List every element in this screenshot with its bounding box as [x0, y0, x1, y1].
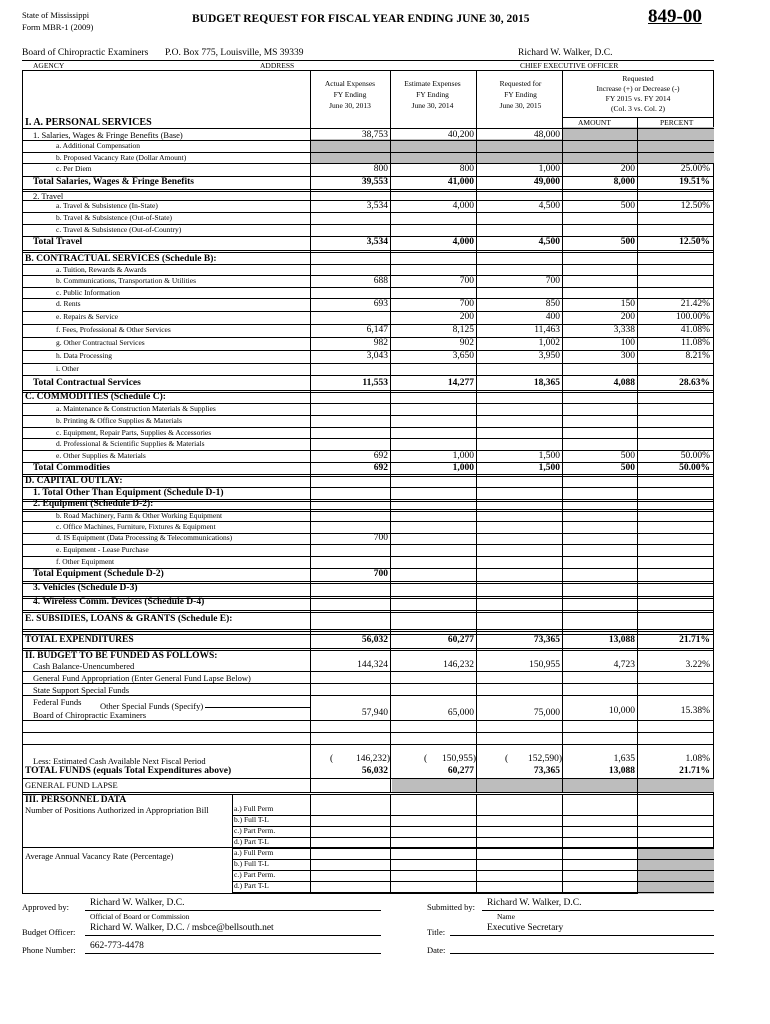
personnel-heading: III. PERSONNEL DATA [25, 795, 127, 805]
total-funds-col3: 73,365 [533, 766, 560, 776]
board-col3: 75,000 [533, 708, 560, 718]
row-label: a. Tuition, Rewards & Awards [56, 265, 147, 274]
less-col2: 150,955) [441, 754, 476, 764]
title-value: Executive Secretary [487, 923, 564, 933]
row-value-col3: 4,500 [538, 201, 560, 211]
total-exp-percent: 21.71% [679, 635, 710, 645]
vacancy-label: Average Annual Vacancy Rate (Percentage) [25, 851, 174, 861]
less-estimated-label: Less: Estimated Cash Available Next Fiscal Period [33, 756, 206, 766]
row-value-col2: 41,000 [447, 177, 474, 187]
other-special-label: Other Special Funds (Specify) [100, 701, 204, 711]
budget-officer-label: Budget Officer: [22, 927, 76, 937]
row-value-col1: 692 [373, 463, 388, 473]
row-value-col4: 150 [620, 299, 635, 309]
agency-label: AGENCY [33, 61, 65, 70]
total-funds-col1: 56,032 [361, 766, 388, 776]
row-value-col4: 500 [620, 201, 635, 211]
col2-header: Estimate Expenses FY Ending June 30, 2014 [404, 79, 461, 110]
personnel-subrow: c.) Part Perm. [234, 870, 276, 879]
address-label: ADDRESS [260, 61, 295, 70]
row-value-col2: 8,125 [452, 325, 474, 335]
row-value-col1: 3,043 [366, 351, 388, 361]
cash-col3: 150,955 [529, 660, 560, 670]
col3-header: Requested for FY Ending June 30, 2015 [499, 79, 542, 110]
board-amount: 10,000 [608, 706, 635, 716]
row-value-col5: 8.21% [685, 351, 710, 361]
row-value-col3: 1,500 [538, 463, 560, 473]
percent-header: PERCENT [660, 118, 694, 127]
row-value-col2: 14,277 [447, 378, 474, 388]
row-value-col1: 700 [373, 533, 388, 543]
row-value-col3: 49,000 [533, 177, 560, 187]
ceo-label: CHIEF EXECUTIVE OFFICER [520, 61, 619, 70]
personnel-subrow: a.) Full Perm [234, 848, 274, 857]
agency-name: Board of Chiropractic Examiners [22, 48, 149, 58]
row-value-col1: 38,753 [361, 130, 388, 140]
paren-open: ( [330, 754, 334, 764]
shaded-area [310, 139, 562, 163]
row-label: i. Other [56, 364, 79, 373]
state-name: State of Mississippi [22, 10, 90, 20]
name-sub: Name [497, 912, 515, 921]
row-value-col2: 1,000 [452, 451, 474, 461]
row-value-col5: 12.50% [680, 201, 710, 211]
row-label: 2. Travel [33, 191, 64, 201]
personnel-subrow: d.) Part T-L [234, 881, 269, 890]
phone-label: Phone Number: [22, 945, 76, 955]
total-funds-label: TOTAL FUNDS (equals Total Expenditures above) [25, 766, 232, 776]
row-label: Total Equipment (Schedule D-2) [33, 569, 164, 579]
row-label: c. Office Machines, Furniture, Fixtures & Equipment [56, 522, 216, 531]
col4-header: Requested Increase (+) or Decrease (-) FY 2015 vs. FY 2014 (Col. 3 vs. Col. 2) [596, 74, 680, 113]
row-value-col3: 4,500 [538, 237, 560, 247]
row-value-col5: 50.00% [680, 451, 710, 461]
row-value-col3: 48,000 [533, 130, 560, 140]
row-value-col4: 3,338 [613, 325, 635, 335]
row-value-col2: 700 [459, 299, 474, 309]
less-percent: 1.08% [685, 754, 710, 764]
row-label: g. Other Contractual Services [56, 338, 145, 347]
row-value-col3: 1,000 [538, 164, 560, 174]
personnel-subrow: b.) Full T-L [234, 859, 269, 868]
row-value-col3: 850 [545, 299, 560, 309]
paren-open: ( [424, 754, 428, 764]
row-label: E. SUBSIDIES, LOANS & GRANTS (Schedule E): [25, 614, 233, 624]
row-value-col5: 19.51% [679, 177, 710, 187]
budget-officer-value: Richard W. Walker, D.C. / msbce@bellsouth.net [90, 923, 274, 933]
row-label: d. IS Equipment (Data Processing & Telecommunications) [56, 533, 233, 542]
row-label: Total Commodities [33, 463, 110, 473]
row-label: Total Salaries, Wages & Fringe Benefits [33, 177, 194, 187]
less-amount: 1,635 [613, 754, 635, 764]
total-exp-amount: 13,088 [608, 635, 635, 645]
row-value-col2: 200 [459, 312, 474, 322]
row-value-col4: 500 [620, 463, 635, 473]
total-funds-col2: 60,277 [447, 766, 474, 776]
row-value-col5: 25.00% [680, 164, 710, 174]
row-label: c. Per Diem [56, 164, 92, 173]
personnel-subrow: a.) Full Perm [234, 804, 274, 813]
row-value-col2: 4,000 [452, 237, 474, 247]
row-label: h. Data Processing [56, 351, 113, 360]
board-fund-label: Board of Chiropractic Examiners [33, 710, 147, 720]
agency-address: P.O. Box 775, Louisville, MS 39339 [165, 48, 304, 58]
personnel-subrow: b.) Full T-L [234, 815, 269, 824]
board-col1: 57,940 [361, 708, 388, 718]
row-label: Total Travel [33, 237, 83, 247]
cash-amount: 4,723 [613, 660, 635, 670]
row-label: a. Additional Compensation [56, 141, 140, 150]
row-label: e. Equipment - Lease Purchase [56, 545, 149, 554]
row-value-col3: 400 [545, 312, 560, 322]
personnel-subrow: d.) Part T-L [234, 837, 269, 846]
row-value-col4: 200 [620, 164, 635, 174]
row-value-col4: 500 [620, 237, 635, 247]
row-value-col2: 1,000 [452, 463, 474, 473]
row-label: 1. Total Other Than Equipment (Schedule D-1) [33, 488, 224, 498]
row-value-col4: 300 [620, 351, 635, 361]
row-label: c. Public Information [56, 288, 120, 297]
row-label: c. Equipment, Repair Parts, Supplies & Accessories [56, 428, 212, 437]
row-value-col3: 1,500 [538, 451, 560, 461]
row-label: a. Travel & Subsistence (In-State) [56, 201, 158, 210]
total-exp-col2: 60,277 [447, 635, 474, 645]
submitted-by-name: Richard W. Walker, D.C. [487, 898, 582, 908]
col1-header: Actual Expenses FY Ending June 30, 2013 [324, 79, 376, 110]
approved-by-name: Richard W. Walker, D.C. [90, 898, 185, 908]
board-percent: 15.38% [680, 706, 710, 716]
approved-by-sub: Official of Board or Commission [90, 912, 190, 921]
row-value-col1: 11,553 [362, 378, 388, 388]
row-value-col3: 700 [545, 276, 560, 286]
cash-percent: 3.22% [685, 660, 710, 670]
row-value-col3: 1,002 [538, 338, 560, 348]
row-label: 2. Equipment (Schedule D-2): [33, 499, 154, 509]
general-fund-lapse-label: GENERAL FUND LAPSE [25, 780, 118, 790]
row-value-col3: 18,365 [533, 378, 560, 388]
row-label: b. Road Machinery, Farm & Other Working Equipment [56, 511, 223, 520]
row-value-col1: 3,534 [366, 237, 388, 247]
shaded-area [392, 779, 714, 792]
shaded-area [637, 848, 714, 894]
row-value-col5: 41.08% [680, 325, 710, 335]
total-funds-percent: 21.71% [679, 766, 710, 776]
row-label: b. Proposed Vacancy Rate (Dollar Amount) [56, 153, 187, 162]
row-value-col5: 21.42% [680, 299, 710, 309]
submitted-by-label: Submitted by: [427, 902, 475, 912]
row-value-col2: 3,650 [452, 351, 474, 361]
personnel-subrow: c.) Part Perm. [234, 826, 276, 835]
row-value-col5: 100.00% [675, 312, 710, 322]
row-value-col5: 12.50% [679, 237, 710, 247]
title-label: Title: [427, 927, 446, 937]
board-col2: 65,000 [447, 708, 474, 718]
cash-col2: 146,232 [443, 660, 474, 670]
row-value-col1: 700 [373, 569, 388, 579]
agency-code: 849-00 [648, 6, 702, 27]
row-value-col1: 3,534 [366, 201, 388, 211]
approved-by-label: Approved by: [22, 902, 69, 912]
row-value-col2: 800 [459, 164, 474, 174]
form-id: Form MBR-1 (2009) [22, 22, 94, 32]
row-label: b. Communications, Transportation & Utilities [56, 276, 197, 285]
cash-col1: 144,324 [357, 660, 388, 670]
row-label: D. CAPITAL OUTLAY: [25, 476, 123, 486]
shaded-area [562, 127, 714, 163]
row-value-col1: 39,553 [361, 177, 388, 187]
row-value-col4: 8,000 [613, 177, 635, 187]
funding-heading: II. BUDGET TO BE FUNDED AS FOLLOWS: [25, 651, 218, 661]
federal-funds-label: Federal Funds [33, 697, 82, 707]
phone-value: 662-773-4478 [90, 941, 144, 951]
row-label: b. Travel & Subsistence (Out-of-State) [56, 213, 173, 222]
row-value-col2: 4,000 [452, 201, 474, 211]
general-fund-label: General Fund Appropriation (Enter General Fund Lapse Below) [33, 673, 251, 683]
row-value-col2: 902 [459, 338, 474, 348]
state-support-label: State Support Special Funds [33, 685, 130, 695]
total-expenditures-label: TOTAL EXPENDITURES [25, 635, 134, 645]
positions-label: Number of Positions Authorized in Appropriation Bill [25, 805, 209, 815]
row-value-col2: 700 [459, 276, 474, 286]
row-label: I. A. PERSONAL SERVICES [25, 117, 152, 128]
row-value-col2: 40,200 [447, 130, 474, 140]
row-value-col5: 28.63% [679, 378, 710, 388]
row-label: c. Travel & Subsistence (Out-of-Country) [56, 225, 182, 234]
less-col1: 146,232) [355, 754, 390, 764]
row-label: f. Other Equipment [56, 557, 115, 566]
row-label: C. COMMODITIES (Schedule C): [25, 392, 166, 402]
row-value-col1: 692 [373, 451, 388, 461]
total-funds-amount: 13,088 [608, 766, 635, 776]
row-label: Total Contractual Services [33, 378, 141, 388]
row-value-col1: 688 [373, 276, 388, 286]
row-label: d. Rents [56, 299, 81, 308]
row-value-col1: 693 [373, 299, 388, 309]
less-col3: 152,590) [527, 754, 562, 764]
row-label: f. Fees, Professional & Other Services [56, 325, 171, 334]
row-label: a. Maintenance & Construction Materials & Supplies [56, 404, 216, 413]
row-label: 3. Vehicles (Schedule D-3) [33, 583, 138, 593]
row-label: 1. Salaries, Wages & Fringe Benefits (Base) [33, 130, 183, 140]
row-value-col4: 200 [620, 312, 635, 322]
row-value-col4: 4,088 [613, 378, 635, 388]
row-value-col5: 11.08% [681, 338, 710, 348]
row-label: e. Other Supplies & Materials [56, 451, 146, 460]
row-label: d. Professional & Scientific Supplies & Materials [56, 439, 205, 448]
row-value-col3: 11,463 [534, 325, 560, 335]
total-exp-col3: 73,365 [533, 635, 560, 645]
row-value-col1: 6,147 [366, 325, 388, 335]
row-label: e. Repairs & Service [56, 312, 119, 321]
date-label: Date: [427, 945, 446, 955]
row-value-col5: 50.00% [679, 463, 710, 473]
row-label: B. CONTRACTUAL SERVICES (Schedule B): [25, 254, 217, 264]
row-value-col3: 3,950 [538, 351, 560, 361]
ceo-name: Richard W. Walker, D.C. [518, 48, 613, 58]
row-value-col4: 500 [620, 451, 635, 461]
paren-open: ( [505, 754, 509, 764]
row-label: 4. Wireless Comm. Devices (Schedule D-4) [33, 597, 205, 607]
row-value-col1: 982 [373, 338, 388, 348]
row-label: b. Printing & Office Supplies & Materials [56, 416, 182, 425]
row-value-col4: 100 [620, 338, 635, 348]
amount-header: AMOUNT [578, 118, 611, 127]
row-value-col1: 800 [373, 164, 388, 174]
total-exp-col1: 56,032 [361, 635, 388, 645]
form-title: BUDGET REQUEST FOR FISCAL YEAR ENDING JUNE 30, 2015 [192, 13, 530, 25]
cash-balance-label: Cash Balance-Unencumbered [33, 661, 135, 671]
